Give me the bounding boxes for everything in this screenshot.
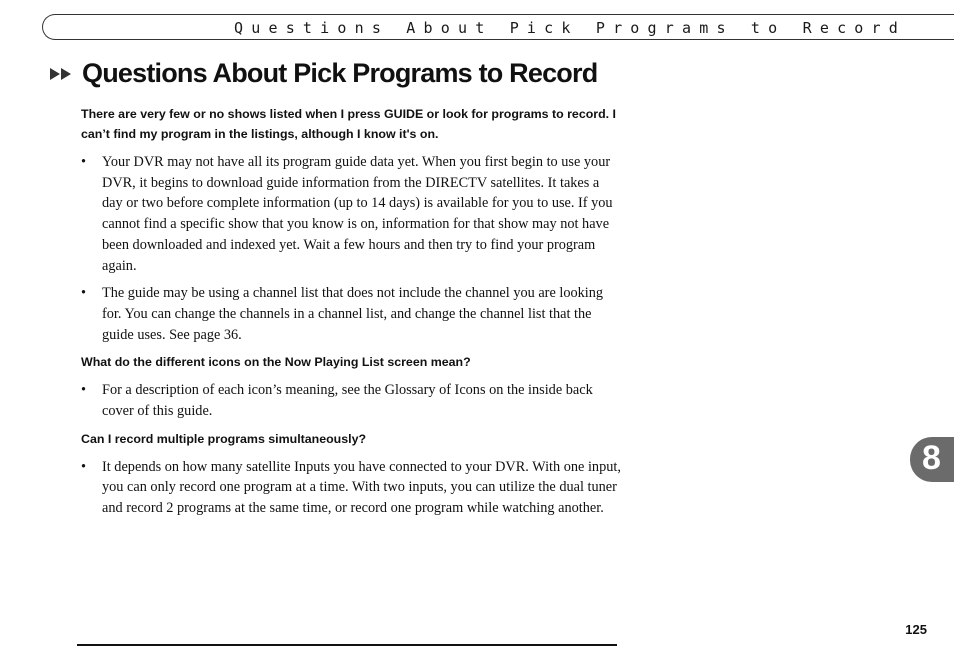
bullet-glyph: •: [81, 382, 87, 399]
page-title: Questions About Pick Programs to Record: [82, 58, 598, 88]
chapter-tab: [910, 437, 954, 482]
question-heading: Can I record multiple programs simultaneously?: [81, 431, 367, 446]
question-heading: There are very few or no shows listed when I press GUIDE or look for programs to record. I can’t find my program in the listings, although I know it's on.: [81, 107, 616, 141]
double-arrow-right-icon: [50, 66, 74, 82]
page-number: 125: [905, 622, 927, 637]
bullet-glyph: •: [81, 154, 87, 170]
running-header: [42, 14, 954, 40]
answer-text: It depends on how many satellite Inputs you have connected to your DVR. With one input, you can only record one program at a time. With two inputs, you can utilize the dual tuner and record 2 programs at the same time, or record one program while watching another.: [102, 458, 621, 517]
bullet-glyph: •: [81, 285, 87, 302]
chapter-number: 8: [922, 439, 941, 477]
answer-text: For a description of each icon’s meaning, see the Glossary of Icons on the inside back cover of this guide.: [102, 382, 593, 420]
answer-bullet: [81, 152, 621, 276]
answer-bullet: [81, 457, 621, 519]
answer-bullet: [81, 380, 621, 421]
footer-rule: [77, 644, 617, 646]
question-heading: What do the different icons on the Now Playing List screen mean?: [81, 355, 471, 370]
answer-bullet: [81, 283, 621, 345]
answer-text: Your DVR may not have all its program guide data yet. When you first begin to use your DVR, it begins to download guide information from the DIRECTV satellites. It takes a day or two before complete information (up to 14 days) is available for you to use. If you cannot find a specific show that you know is on, information for that show may not have been downloaded and indexed yet. Wait a few hours and then try to find your program again.: [102, 154, 613, 274]
bullet-glyph: •: [81, 458, 87, 475]
content-column: [81, 104, 621, 526]
running-header-text: Questions About Pick Programs to Record: [234, 19, 906, 37]
answer-text: The guide may be using a channel list that does not include the channel you are looking for. You can change the channels in a channel list, and change the channel list that the guide uses. See page 36.: [102, 285, 604, 343]
title-row: [50, 58, 597, 89]
